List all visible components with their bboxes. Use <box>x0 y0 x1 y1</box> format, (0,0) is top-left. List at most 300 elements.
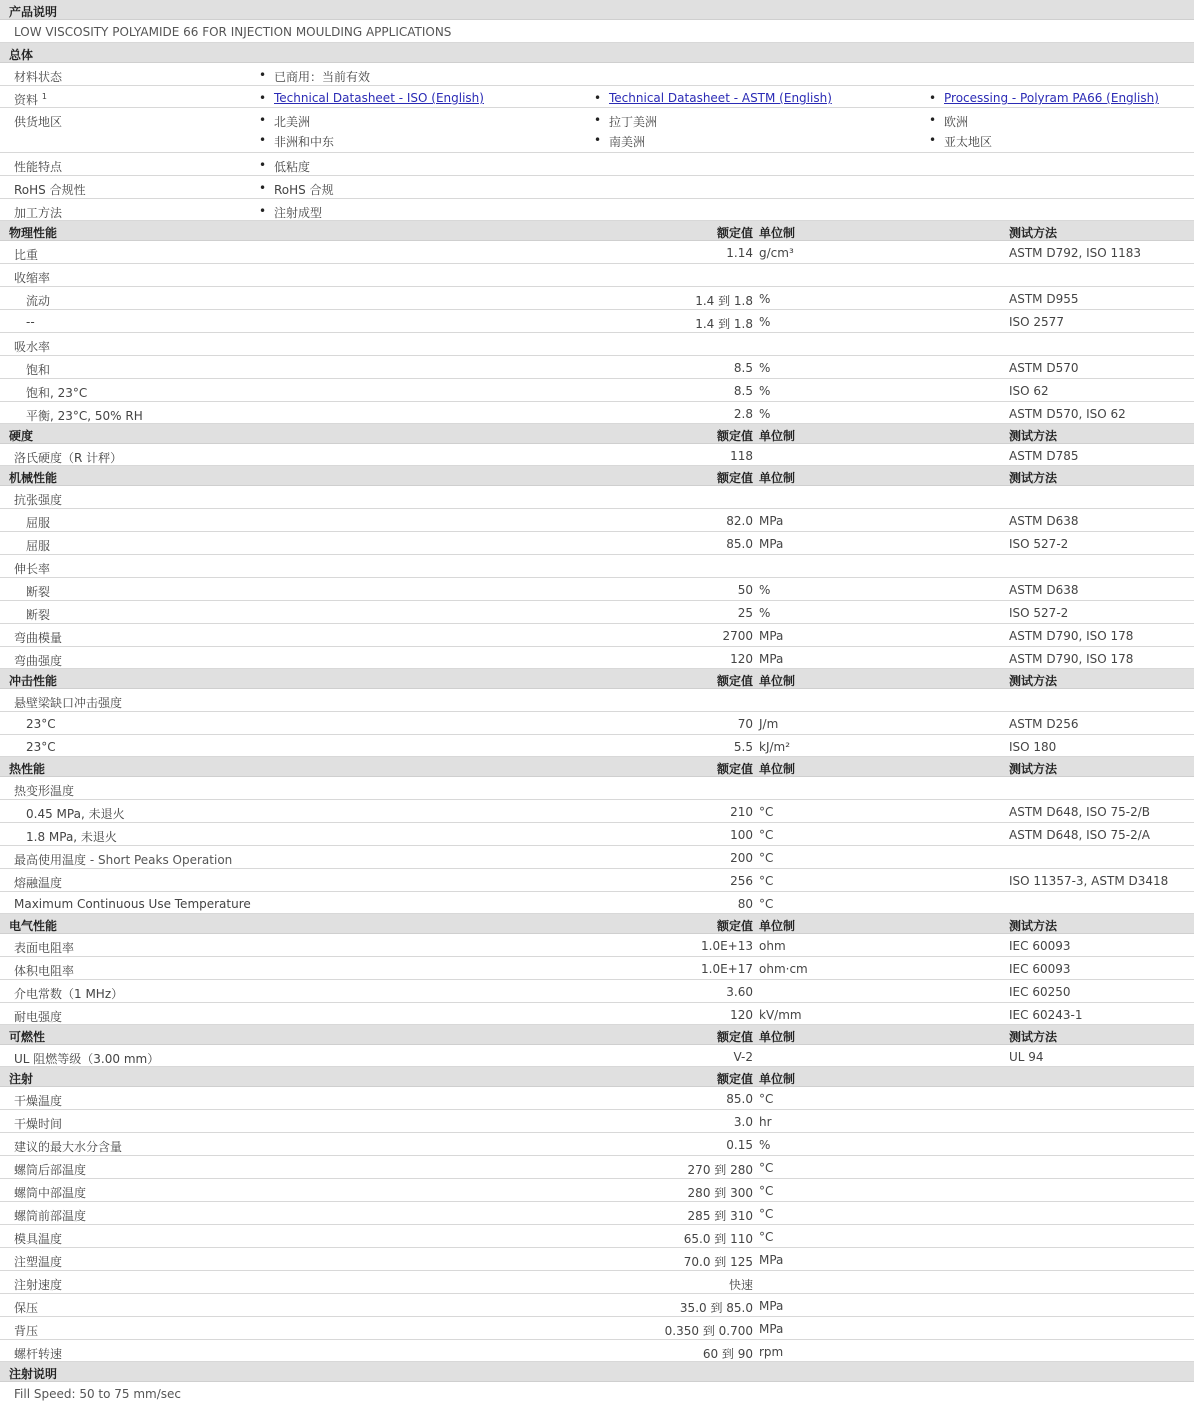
thermal-row <box>0 777 1194 800</box>
property-value: 118 <box>730 449 753 463</box>
region-item: • 欧洲 <box>944 113 968 130</box>
section-header-electrical <box>0 914 1194 934</box>
mechanical-row <box>0 624 1194 647</box>
property-test-method: ISO 527-2 <box>1009 537 1069 551</box>
property-value: 2.8 <box>733 407 753 421</box>
property-unit: % <box>759 1138 771 1152</box>
row-label: 性能特点 <box>14 160 63 174</box>
property-label: 屈服 <box>26 516 51 530</box>
property-name <box>14 1161 86 1178</box>
injection-row <box>0 1317 1194 1340</box>
row-label: RoHS 合规性 <box>14 183 86 197</box>
property-unit: g/cm³ <box>759 246 794 260</box>
bullet-value: • 低粘度 <box>274 158 310 175</box>
property-test-method: IEC 60243-1 <box>1009 1008 1083 1022</box>
property-value: 200 <box>730 851 753 865</box>
column-header-test: 测试方法 <box>1009 429 1058 443</box>
property-name <box>14 449 122 466</box>
property-value: 1.4 到 1.8 <box>695 294 753 308</box>
property-name <box>14 560 50 577</box>
property-label: 建议的最大水分含量 <box>14 1140 123 1154</box>
property-value: 1.14 <box>726 246 753 260</box>
electrical-row <box>0 957 1194 980</box>
property-unit: °C <box>759 1161 774 1175</box>
property-test-method: UL 94 <box>1009 1050 1044 1064</box>
property-label: 断裂 <box>26 608 51 622</box>
section-header-flammability <box>0 1025 1194 1045</box>
property-name <box>26 740 56 754</box>
general-row-supply <box>0 108 1194 153</box>
general-row-docs <box>0 86 1194 108</box>
physical-row <box>0 287 1194 310</box>
section-header-thermal <box>0 757 1194 777</box>
property-label: 吸水率 <box>14 340 51 354</box>
column-header-value: 额定值 <box>716 762 753 776</box>
property-name <box>14 1138 122 1155</box>
property-value: 85.0 <box>726 537 753 551</box>
property-label: 螺筒前部温度 <box>14 1209 87 1223</box>
property-unit: °C <box>759 805 774 819</box>
property-value: 35.0 到 85.0 <box>679 1301 753 1315</box>
property-test-method: ASTM D790, ISO 178 <box>1009 629 1134 643</box>
property-unit: % <box>759 583 771 597</box>
property-test-method: ASTM D955 <box>1009 292 1079 306</box>
docs-label: 资料 <box>14 93 39 107</box>
thermal-row <box>0 823 1194 846</box>
property-unit: °C <box>759 1184 774 1198</box>
property-unit: °C <box>759 897 774 911</box>
injection-row <box>0 1087 1194 1110</box>
doc-link-processing[interactable]: Processing - Polyram PA66 (English) <box>944 91 1159 105</box>
property-label: 洛氏硬度（R 计秤） <box>14 451 123 465</box>
property-value: 25 <box>737 606 753 620</box>
column-header-value: 额定值 <box>716 674 753 688</box>
property-unit: rpm <box>759 1345 784 1359</box>
hardness-row <box>0 444 1194 466</box>
region-item: • 南美洲 <box>609 133 645 150</box>
column-header-test: 测试方法 <box>1009 226 1058 240</box>
thermal-row <box>0 846 1194 869</box>
property-label: 平衡, 23°C, 50% RH <box>26 409 143 423</box>
property-name <box>14 874 62 891</box>
column-header-unit: 单位制 <box>759 1072 796 1086</box>
column-header-value: 额定值 <box>716 471 753 485</box>
property-label: 断裂 <box>26 585 51 599</box>
section-title: 注射 <box>9 1072 34 1086</box>
property-value: 70 <box>737 717 753 731</box>
property-unit: °C <box>759 1230 774 1244</box>
mechanical-row <box>0 578 1194 601</box>
property-name <box>26 514 50 531</box>
region-item: • 拉丁美洲 <box>609 113 657 130</box>
impact-row <box>0 712 1194 735</box>
column-header-unit: 单位制 <box>759 471 796 485</box>
property-value: 65.0 到 110 <box>683 1232 753 1246</box>
property-value: 120 <box>730 1008 753 1022</box>
property-name <box>14 1115 62 1132</box>
flammability-row <box>0 1045 1194 1067</box>
doc-link-item <box>274 91 484 105</box>
column-header-value: 额定值 <box>716 919 753 933</box>
section-header-injection <box>0 1067 1194 1087</box>
general-row-processing <box>0 199 1194 221</box>
injection-notes-text: Fill Speed: 50 to 75 mm/sec <box>14 1387 182 1401</box>
column-header-test: 测试方法 <box>1009 1030 1058 1044</box>
property-label: 螺杆转速 <box>14 1347 63 1361</box>
property-test-method: ASTM D792, ISO 1183 <box>1009 246 1142 260</box>
property-value: 280 到 300 <box>687 1186 753 1200</box>
property-unit: °C <box>759 1092 774 1106</box>
property-test-method: ISO 527-2 <box>1009 606 1069 620</box>
injection-row <box>0 1340 1194 1362</box>
column-header-test: 测试方法 <box>1009 919 1058 933</box>
property-label: 抗张强度 <box>14 493 63 507</box>
property-value: 快速 <box>728 1278 753 1292</box>
column-header-unit: 单位制 <box>759 919 796 933</box>
property-label: Maximum Continuous Use Temperature <box>14 897 251 911</box>
property-unit: MPa <box>759 1322 784 1336</box>
property-label: 收缩率 <box>14 271 51 285</box>
section-title: 可燃性 <box>9 1030 46 1044</box>
injection-row <box>0 1156 1194 1179</box>
property-value: 70.0 到 125 <box>683 1255 753 1269</box>
property-name <box>14 491 62 508</box>
property-name <box>14 1092 62 1109</box>
property-test-method: IEC 60093 <box>1009 962 1071 976</box>
property-label: 1.8 MPa, 未退火 <box>26 830 117 844</box>
property-test-method: IEC 60250 <box>1009 985 1071 999</box>
property-label: 注塑温度 <box>14 1255 63 1269</box>
property-value: 2700 <box>722 629 753 643</box>
column-header-value: 额定值 <box>716 429 753 443</box>
property-name <box>14 1299 38 1316</box>
section-header-physical <box>0 221 1194 241</box>
property-value: 210 <box>730 805 753 819</box>
region-item: • 北美洲 <box>274 113 310 130</box>
property-value: 1.0E+17 <box>701 962 753 976</box>
region-item: • 非洲和中东 <box>274 133 334 150</box>
property-value: 0.350 到 0.700 <box>664 1324 753 1338</box>
property-name <box>26 361 50 378</box>
column-header-test: 测试方法 <box>1009 674 1058 688</box>
general-row-material-status <box>0 63 1194 86</box>
region-item: • 亚太地区 <box>944 133 992 150</box>
section-header-product-desc <box>0 0 1194 20</box>
property-name <box>26 606 50 623</box>
injection-row <box>0 1179 1194 1202</box>
property-value: 100 <box>730 828 753 842</box>
property-unit: hr <box>759 1115 772 1129</box>
section-title: 机械性能 <box>9 471 58 485</box>
column-header-unit: 单位制 <box>759 429 796 443</box>
property-sections <box>0 221 1194 1362</box>
property-value: 256 <box>730 874 753 888</box>
property-test-method: IEC 60093 <box>1009 939 1071 953</box>
property-value: 3.60 <box>726 985 753 999</box>
property-name <box>14 338 50 355</box>
property-label: 耐电强度 <box>14 1010 63 1024</box>
bullet-value: • 注射成型 <box>274 204 322 221</box>
section-title: 热性能 <box>9 762 46 776</box>
column-header-unit: 单位制 <box>759 762 796 776</box>
property-unit: % <box>759 606 771 620</box>
property-name <box>14 782 74 799</box>
property-label: 最高使用温度 <box>14 853 87 867</box>
injection-row <box>0 1202 1194 1225</box>
general-row-features <box>0 153 1194 176</box>
property-label: 弯曲强度 <box>14 654 63 668</box>
property-value: 60 到 90 <box>702 1347 753 1361</box>
section-title: 总体 <box>9 48 34 62</box>
property-label: 0.45 MPa, 未退火 <box>26 807 125 821</box>
mechanical-row <box>0 509 1194 532</box>
impact-row <box>0 735 1194 757</box>
column-header-unit: 单位制 <box>759 1030 796 1044</box>
property-value: 285 到 310 <box>687 1209 753 1223</box>
property-name <box>14 897 251 911</box>
property-name <box>26 805 125 822</box>
property-label: 比重 <box>14 248 39 262</box>
injection-notes-row <box>0 1382 1194 1405</box>
property-label: 23°C <box>26 740 56 754</box>
property-value: 80 <box>737 897 753 911</box>
property-label: 螺筒后部温度 <box>14 1163 87 1177</box>
property-name <box>14 1207 86 1224</box>
property-label: 模具温度 <box>14 1232 63 1246</box>
property-name <box>14 1276 62 1293</box>
electrical-row <box>0 980 1194 1003</box>
property-name <box>14 1322 38 1339</box>
property-unit: kJ/m² <box>759 740 791 754</box>
property-test-method: ASTM D570, ISO 62 <box>1009 407 1126 421</box>
property-note: - Short Peaks Operation <box>86 853 233 867</box>
section-header-impact <box>0 669 1194 689</box>
property-test-method: ASTM D638 <box>1009 583 1079 597</box>
property-label: 饱和, 23°C <box>26 386 88 400</box>
injection-row <box>0 1133 1194 1156</box>
mechanical-row <box>0 601 1194 624</box>
property-name <box>14 629 62 646</box>
row-label: 供货地区 <box>14 115 63 129</box>
row-label <box>14 91 47 108</box>
section-title: 注射说明 <box>9 1367 58 1381</box>
physical-row <box>0 264 1194 287</box>
property-label: 悬壁梁缺口冲击强度 <box>14 696 123 710</box>
property-unit: °C <box>759 1207 774 1221</box>
property-label: 流动 <box>26 294 51 308</box>
column-header-test: 测试方法 <box>1009 762 1058 776</box>
section-title: 物理性能 <box>9 226 58 240</box>
injection-row <box>0 1294 1194 1317</box>
section-title: 产品说明 <box>9 5 58 19</box>
property-test-method: ISO 11357-3, ASTM D3418 <box>1009 874 1169 888</box>
property-name <box>14 1008 62 1025</box>
column-header-unit: 单位制 <box>759 674 796 688</box>
property-name <box>14 985 123 1002</box>
property-name <box>14 269 50 286</box>
doc-link-item <box>609 91 832 105</box>
property-unit: °C <box>759 851 774 865</box>
property-test-method: ASTM D648, ISO 75-2/B <box>1009 805 1151 819</box>
physical-row <box>0 379 1194 402</box>
property-test-method: ASTM D790, ISO 178 <box>1009 652 1134 666</box>
property-value: 120 <box>730 652 753 666</box>
property-value: 50 <box>737 583 753 597</box>
property-name <box>14 851 232 868</box>
property-value: 1.4 到 1.8 <box>695 317 753 331</box>
property-unit: % <box>759 384 771 398</box>
property-name <box>14 939 74 956</box>
property-value: 8.5 <box>733 384 753 398</box>
property-unit: J/m <box>759 717 779 731</box>
mechanical-row <box>0 532 1194 555</box>
section-header-hardness <box>0 424 1194 444</box>
doc-link-iso[interactable]: Technical Datasheet - ISO (English) <box>274 91 484 105</box>
property-name <box>26 717 56 731</box>
injection-row <box>0 1248 1194 1271</box>
property-name <box>26 315 35 329</box>
property-unit: MPa <box>759 629 784 643</box>
injection-row <box>0 1271 1194 1294</box>
property-value: 8.5 <box>733 361 753 375</box>
property-unit: MPa <box>759 652 784 666</box>
property-name <box>14 694 122 711</box>
property-test-method: ASTM D638 <box>1009 514 1079 528</box>
property-label: 热变形温度 <box>14 784 75 798</box>
property-label: 熔融温度 <box>14 876 63 890</box>
property-value: 0.15 <box>726 1138 753 1152</box>
property-label: 弯曲模量 <box>14 631 63 645</box>
mechanical-row <box>0 647 1194 669</box>
property-label: 屈服 <box>26 539 51 553</box>
injection-row <box>0 1110 1194 1133</box>
property-test-method: ASTM D256 <box>1009 717 1079 731</box>
section-header-mechanical <box>0 466 1194 486</box>
physical-row <box>0 310 1194 333</box>
property-label: 体积电阻率 <box>14 964 75 978</box>
property-label: 表面电阻率 <box>14 941 75 955</box>
column-header-unit: 单位制 <box>759 226 796 240</box>
section-header-general <box>0 43 1194 63</box>
mechanical-row <box>0 555 1194 578</box>
property-label: 饱和 <box>26 363 51 377</box>
property-unit: MPa <box>759 1253 784 1267</box>
property-unit: % <box>759 361 771 375</box>
thermal-row <box>0 869 1194 892</box>
column-header-value: 额定值 <box>716 1030 753 1044</box>
bullet-value: • RoHS 合规 <box>274 181 334 198</box>
property-test-method: ISO 180 <box>1009 740 1057 754</box>
column-header-value: 额定值 <box>716 1072 753 1086</box>
property-value: 5.5 <box>733 740 753 754</box>
property-test-method: ASTM D570 <box>1009 361 1079 375</box>
product-desc-row <box>0 20 1194 43</box>
electrical-row <box>0 1003 1194 1025</box>
property-label: 螺筒中部温度 <box>14 1186 87 1200</box>
property-value: 85.0 <box>726 1092 753 1106</box>
property-label: 伸长率 <box>14 562 51 576</box>
product-desc-text: LOW VISCOSITY POLYAMIDE 66 FOR INJECTION MOULDING APPLICATIONS <box>14 25 452 39</box>
property-unit: ohm <box>759 939 786 953</box>
section-title: 电气性能 <box>9 919 58 933</box>
section-title: 硬度 <box>9 429 34 443</box>
property-name <box>14 962 74 979</box>
property-unit: °C <box>759 828 774 842</box>
property-name <box>14 652 62 669</box>
property-unit: MPa <box>759 514 784 528</box>
property-value: 82.0 <box>726 514 753 528</box>
property-unit: MPa <box>759 1299 784 1313</box>
property-name <box>26 583 50 600</box>
injection-row <box>0 1225 1194 1248</box>
property-label: 注射速度 <box>14 1278 63 1292</box>
property-name <box>26 828 117 845</box>
thermal-row <box>0 800 1194 823</box>
physical-row <box>0 333 1194 356</box>
property-name <box>14 1230 62 1247</box>
property-label: 干燥温度 <box>14 1094 63 1108</box>
property-test-method: ISO 2577 <box>1009 315 1064 329</box>
bullet-value: • 已商用：当前有效 <box>274 68 370 85</box>
column-header-value: 额定值 <box>716 226 753 240</box>
property-label: 背压 <box>14 1324 39 1338</box>
thermal-row <box>0 892 1194 914</box>
property-value: V-2 <box>733 1050 753 1064</box>
property-value: 270 到 280 <box>687 1163 753 1177</box>
property-unit: °C <box>759 874 774 888</box>
section-title: 冲击性能 <box>9 674 58 688</box>
property-unit: ohm·cm <box>759 962 808 976</box>
impact-row <box>0 689 1194 712</box>
row-label: 加工方法 <box>14 206 63 220</box>
section-header-injection-notes <box>0 1362 1194 1382</box>
property-unit: % <box>759 292 771 306</box>
property-name <box>14 1345 62 1362</box>
property-test-method: ASTM D648, ISO 75-2/A <box>1009 828 1150 842</box>
property-name <box>14 1184 86 1201</box>
property-value: 1.0E+13 <box>701 939 753 953</box>
property-label: 干燥时间 <box>14 1117 63 1131</box>
property-label: 23°C <box>26 717 56 731</box>
property-unit: kV/mm <box>759 1008 802 1022</box>
property-label: UL 阻燃等级（3.00 mm） <box>14 1052 160 1066</box>
property-unit: MPa <box>759 537 784 551</box>
property-label: -- <box>26 315 35 329</box>
property-name <box>26 292 50 309</box>
electrical-row <box>0 934 1194 957</box>
row-label: 材料状态 <box>14 70 63 84</box>
property-name <box>26 537 50 554</box>
physical-row <box>0 402 1194 424</box>
property-name <box>26 407 143 424</box>
property-unit: % <box>759 315 771 329</box>
property-label: 保压 <box>14 1301 39 1315</box>
physical-row <box>0 241 1194 264</box>
doc-link-astm[interactable]: Technical Datasheet - ASTM (English) <box>609 91 832 105</box>
property-unit: % <box>759 407 771 421</box>
footnote-mark: 1 <box>41 92 47 101</box>
property-value: 3.0 <box>733 1115 753 1129</box>
mechanical-row <box>0 486 1194 509</box>
property-name <box>14 246 38 263</box>
physical-row <box>0 356 1194 379</box>
property-test-method: ASTM D785 <box>1009 449 1079 463</box>
property-name <box>14 1253 62 1270</box>
property-label: 介电常数（1 MHz） <box>14 987 124 1001</box>
general-row-rohs <box>0 176 1194 199</box>
column-header-test: 测试方法 <box>1009 471 1058 485</box>
property-name <box>26 384 87 401</box>
